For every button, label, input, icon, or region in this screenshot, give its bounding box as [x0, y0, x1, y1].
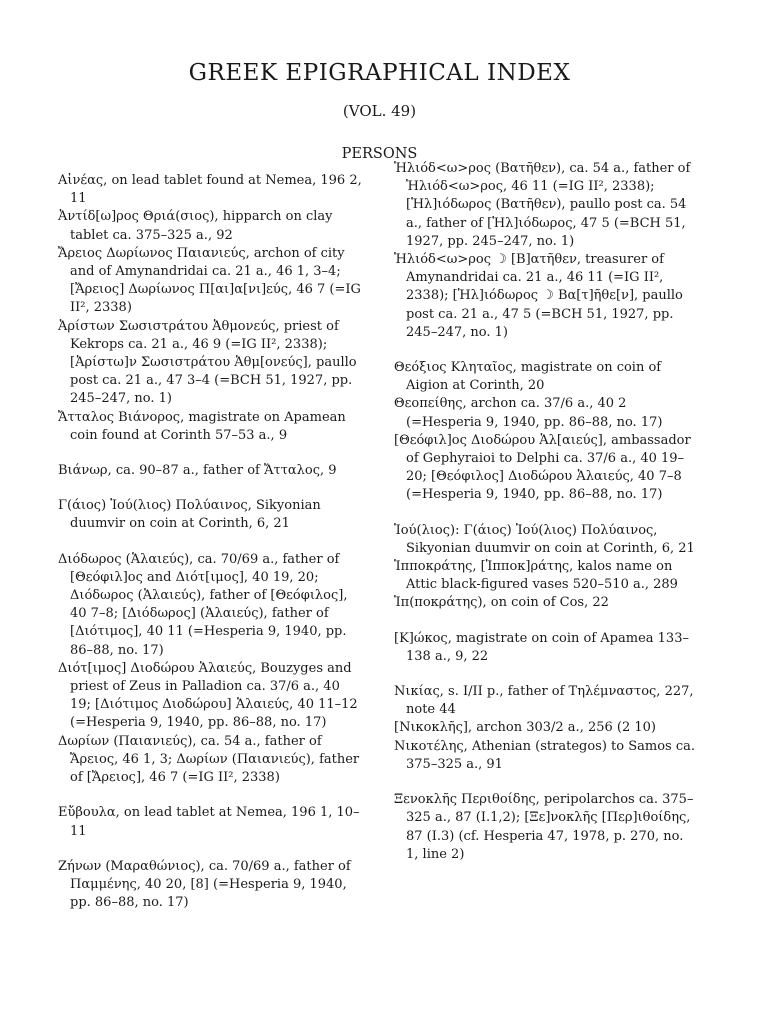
- index-column-left: [58, 172, 363, 912]
- index-entry: [Θεόφιλ]ος Διοδώρου Ἁλ[αιεύς], ambassador of Gephyraioi to Delphi ca. 37/6 a., 40 19–20; [Θεόφιλος] Διοδώρου Ἁλαιεύς, 40 7–8 (=Hesperia 9, 1940, pp. 86–88, no. 17): [394, 432, 691, 503]
- index-entry: Ἡλιόδ<ω>ρος (Βατῆθεν), ca. 54 a., father of Ἡλιόδ<ω>ρος, 46 11 (=IG II², 2338); [Ἡλ]ιόδωρος (Βατῆθεν), paullo post ca. 54 a., father of [Ἡλ]ιόδωρος, 47 5 (=BCH 51, 1927, pp. 245–247, no. 1): [394, 161, 691, 249]
- group-divider: [394, 666, 699, 683]
- index-entry: Θεόξιος Κληταῖος, magistrate on coin of Aigion at Corinth, 20: [394, 360, 662, 394]
- index-entry: Εὔβουλα, on lead tablet at Nemea, 196 1, 10–11: [58, 805, 360, 839]
- index-entry: Διόδωρος (Ἁλαιεύς), ca. 70/69 a., father of [Θεόφιλ]ος and Διότ[ιμος], 40 19, 20; Διόδωρος (Ἁλαιεύς), father of [Θεόφιλος], 40 7–8; [Διόδωρος] (Ἁλαιεύς), father of [Διότιμος], 40 11 (=Hesperia 9, 1940, pp. 86–88, no. 17): [58, 551, 348, 658]
- group-divider: [58, 534, 363, 551]
- index-entry: Ἀρίστων Σωσιστράτου Ἀθμονεύς, priest of Kekrops ca. 21 a., 46 9 (=IG II², 2338); [Ἀρίστω]ν Σωσιστράτου Ἀθμ[ονεύς], paullo post ca. 21 a., 47 3–4 (=BCH 51, 1927, pp. 245–247, no. 1): [58, 318, 357, 407]
- index-entry: Ἱπποκράτης, [Ἱπποκ]ράτης, kalos name on Attic black-figured vases 520–510 a., 289: [394, 559, 678, 593]
- index-entry: Ἡλιόδ<ω>ρος ☽ [Β]ατῆθεν, treasurer of Amynandridai ca. 21 a., 46 11 (=IG II², 2338); [Ἡλ]ιόδωρος ☽ Βα[τ]ῆθε[ν], paullo post ca. 21 a., 47 5 (=BCH 51, 1927, pp. 245–247, no. 1): [394, 252, 683, 340]
- index-entry: Αἰνέας, on lead tablet found at Nemea, 196 2, 11: [58, 173, 362, 207]
- group-divider: [394, 342, 699, 359]
- index-column-right: [394, 160, 699, 864]
- group-divider: [58, 480, 363, 497]
- group-divider: [394, 505, 699, 522]
- index-entry: Θεοπείθης, archon ca. 37/6 a., 40 2 (=Hesperia 9, 1940, pp. 86–88, no. 17): [394, 396, 663, 430]
- index-entry: Δωρίων (Παιανιεύς), ca. 54 a., father of Ἄρειος, 46 1, 3; Δωρίων (Παιανιεύς), father of [Ἄρειος], 46 7 (=IG II², 2338): [58, 733, 360, 786]
- group-divider: [58, 787, 363, 804]
- index-entry: Νικίας, s. I/II p., father of Τηλέμναστος, 227, note 44: [394, 684, 694, 718]
- group-divider: [58, 445, 363, 462]
- index-entry: Ἰού(λιος): Γ(άιος) Ἰού(λιος) Πολύαινος, Sikyonian duumvir on coin at Corinth, 6, 21: [394, 522, 695, 556]
- group-divider: [394, 774, 699, 791]
- index-entry: Ἀντίδ[ω]ρος Θριά(σιος), hipparch on clay tablet ca. 375–325 a., 92: [58, 209, 333, 243]
- group-divider: [394, 613, 699, 630]
- index-entry: Νικοτέλης, Athenian (strategos) to Samos ca. 375–325 a., 91: [394, 738, 695, 772]
- page-title: GREEK EPIGRAPHICAL INDEX: [188, 60, 571, 86]
- index-entry: Διότ[ιμος] Διοδώρου Ἁλαιεύς, Bouzyges and priest of Zeus in Palladion ca. 37/6 a., 40 19; [Διότιμος Διοδώρου] Ἁλαιεύς, 40 11–12 (=Hesperia 9, 1940, pp. 86–88, no. 17): [58, 660, 358, 731]
- index-entry: [Κ]ώκος, magistrate on coin of Apamea 133–138 a., 9, 22: [394, 630, 689, 664]
- index-entry: Ἱπ(ποκράτης), on coin of Cos, 22: [394, 595, 609, 611]
- index-entry: Βιάνωρ, ca. 90–87 a., father of Ἄτταλος, 9: [58, 463, 337, 479]
- index-entry: Ζήνων (Μαραθώνιος), ca. 70/69 a., father of Παμμένης, 40 20, [8] (=Hesperia 9, 1940, pp. 86–88, no. 17): [58, 858, 351, 911]
- group-divider: [58, 841, 363, 858]
- index-entry: Ἄτταλος Βιάνορος, magistrate on Apamean coin found at Corinth 57–53 a., 9: [58, 409, 346, 443]
- index-entry: Γ(άιος) Ἰού(λιος) Πολύαινος, Sikyonian duumvir on coin at Corinth, 6, 21: [58, 498, 321, 532]
- index-entry: Ἄρειος Δωρίωνος Παιανιεύς, archon of city and of Amynandridai ca. 21 a., 46 1, 3–4; [Ἄρειος] Δωρίωνος Π[αι]α[νι]εύς, 46 7 (=IG II², 2338): [58, 245, 361, 316]
- index-entry: [Νικοκλῆς], archon 303/2 a., 256 (2 10): [394, 720, 656, 736]
- volume-label: (VOL. 49): [342, 102, 417, 120]
- section-heading: PERSONS: [341, 146, 418, 162]
- index-entry: Ξενοκλῆς Περιθοίδης, peripolarchos ca. 375–325 a., 87 (I.1,2); [Ξε]νοκλῆς [Περ]ιθοίδης, 87 (I.3) (cf. Hesperia 47, 1978, p. 270, no. 1, line 2): [394, 792, 694, 862]
